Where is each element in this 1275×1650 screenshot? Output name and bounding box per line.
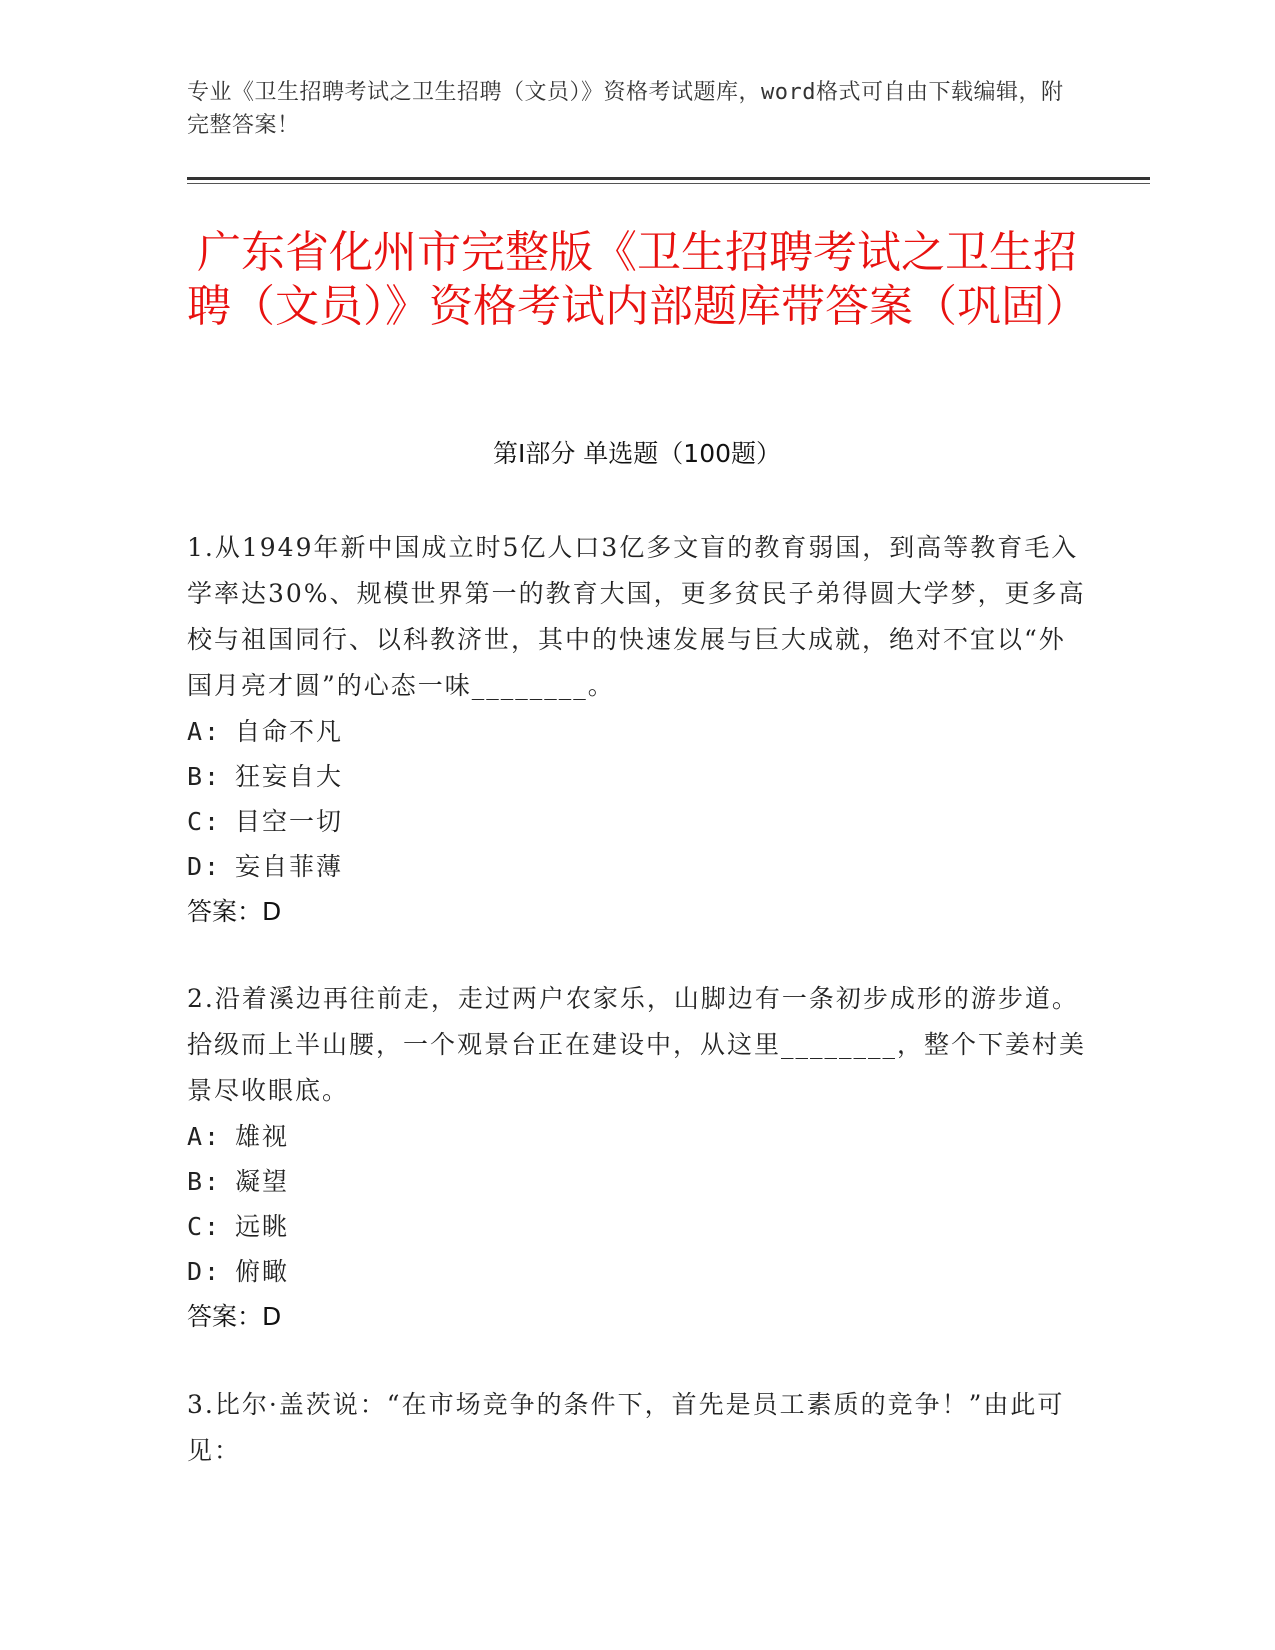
option-d	[187, 844, 1087, 889]
option-text: 狂妄自大	[235, 762, 344, 791]
option-key: D:	[187, 1257, 222, 1286]
answer-line: 答案：D	[187, 897, 282, 926]
option-key: D:	[187, 852, 222, 881]
option-b	[187, 1159, 1087, 1204]
option-text: 目空一切	[235, 807, 344, 836]
question-stem: 1.从1949年新中国成立时5亿人口3亿多文盲的教育弱国，到高等教育毛入学率达30%、规模世界第一的教育大国，更多贫民子弟得圆大学梦，更多高校与祖国同行、以科教济世，其中的快速发展与巨大成就，绝对不宜以“外国月亮才圆”的心态一味________。	[187, 533, 1086, 700]
option-c	[187, 799, 1087, 844]
option-text: 远眺	[235, 1212, 290, 1241]
option-key: A:	[187, 717, 222, 746]
option-key: C:	[187, 807, 222, 836]
option-text: 妄自菲薄	[235, 852, 344, 881]
document-title: 广东省化州市完整版《卫生招聘考试之卫生招聘（文员）》资格考试内部题库带答案（巩固）	[187, 227, 1089, 332]
option-key: B:	[187, 762, 222, 791]
option-text: 凝望	[235, 1167, 290, 1196]
question-3	[187, 1382, 1087, 1474]
option-a	[187, 1114, 1087, 1159]
option-c	[187, 1204, 1087, 1249]
option-b	[187, 754, 1087, 799]
question-stem: 2.沿着溪边再往前走，走过两户农家乐，山脚边有一条初步成形的游步道。拾级而上半山腰，一个观景台正在建设中，从这里________，整个下姜村美景尽收眼底。	[187, 984, 1087, 1105]
option-key: B:	[187, 1167, 222, 1196]
question-stem: 3.比尔·盖茨说：“在市场竞争的条件下，首先是员工素质的竞争！”由此可见：	[187, 1390, 1065, 1465]
option-text: 雄视	[235, 1122, 290, 1151]
section-heading: 第I部分 单选题（100题）	[492, 439, 782, 468]
header-divider-thin	[187, 183, 1150, 184]
option-a	[187, 709, 1087, 754]
option-key: C:	[187, 1212, 222, 1241]
option-d	[187, 1249, 1087, 1294]
header-divider	[187, 177, 1150, 180]
answer-line: 答案：D	[187, 1302, 282, 1331]
option-text: 俯瞰	[235, 1257, 290, 1286]
question-1	[187, 525, 1087, 935]
header-note: 专业《卫生招聘考试之卫生招聘（文员）》资格考试题库，word格式可自由下载编辑，附完整答案！	[187, 80, 1064, 138]
option-text: 自命不凡	[235, 717, 344, 746]
question-2	[187, 976, 1087, 1340]
option-key: A:	[187, 1122, 222, 1151]
